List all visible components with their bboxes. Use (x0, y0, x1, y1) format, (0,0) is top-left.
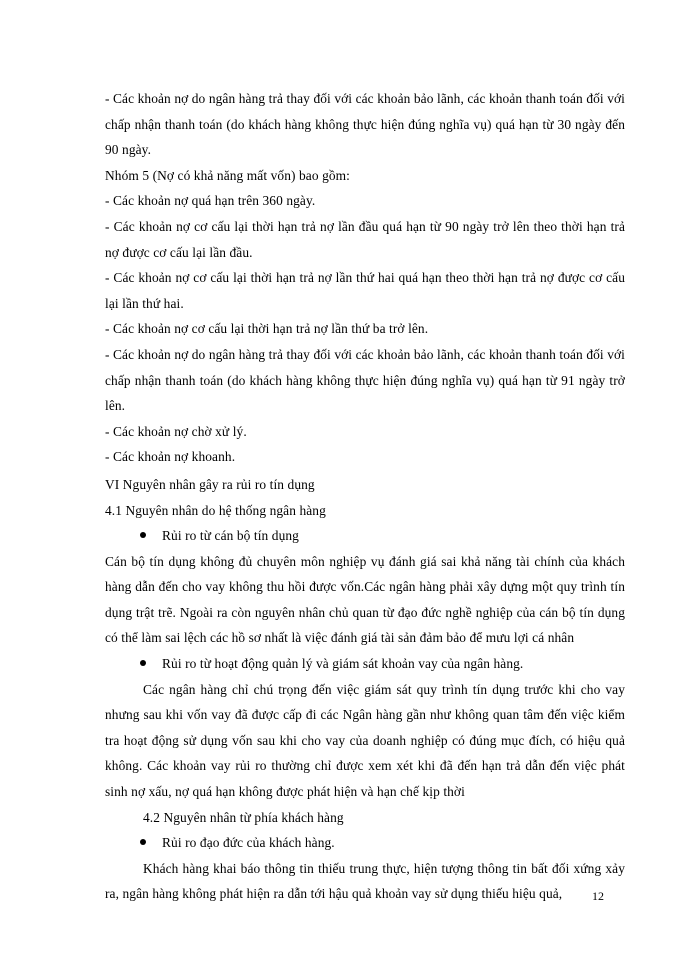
bullet-dot-icon (140, 839, 146, 845)
paragraph-giam-sat-khoan-vay: Các ngân hàng chỉ chú trọng đến việc giám sát quy trình tín dụng trước khi cho vay nhưng sau khi vốn vay đã được cấp đi các Ngân hàng gần như không quan tâm đến việc kiểm tra hoạt động sử dụng vốn sau khi cho vay của doanh nghiệp có đúng mục đích, có hiệu quả không. Các khoản vay rủi ro thường chỉ được xem xét khi đã đến hạn trả dẫn đến việc phát sinh nợ xấu, nợ quá hạn không được phát hiện và hạn chế kịp thời (105, 681, 625, 800)
paragraph-nhom4-last-item: - Các khoản nợ do ngân hàng trả thay đối với các khoản bảo lãnh, các khoản thanh toán đối với chấp nhận thanh toán (do khách hàng không thực hiện đúng nghĩa vụ) quá hạn từ 30 ngày đến 90 ngày. (105, 91, 625, 158)
paragraph-nhom5-item-1: - Các khoản nợ quá hạn trên 360 ngày. (105, 193, 316, 209)
bullet-item-2-text: Rủi ro từ hoạt động quản lý và giám sát khoản vay của ngân hàng. (162, 656, 524, 672)
paragraph-can-bo-tin-dung: Cán bộ tín dụng không đủ chuyên môn nghiệp vụ đánh giá sai khả năng tài chính của khách hàng dẫn đến cho vay không thu hồi được vốn.Các ngân hàng phải xây dựng một quy trình tín dụng trật trẽ. Ngoài ra còn nguyên nhân chủ quan từ đạo đức nghề nghiệp của cán bộ tín dụng có thể làm sai lệch các hồ sơ nhất là việc đánh giá tài sản đảm bảo để mưu lợi cá nhân (105, 553, 625, 646)
paragraph-nhom5-title: Nhóm 5 (Nợ có khả năng mất vốn) bao gồm: (105, 167, 350, 183)
paragraph-nhom5-item-2: - Các khoản nợ cơ cấu lại thời hạn trả nợ lần đầu quá hạn từ 90 ngày trở lên theo thời hạn trả nợ được cơ cấu lại lần đầu. (105, 218, 625, 260)
bullet-dot-icon (140, 532, 146, 538)
section-heading-4-1: 4.1 Nguyên nhân do hệ thống ngân hàng (105, 502, 326, 518)
bullet-item-1 (105, 523, 625, 549)
bullet-item-2 (105, 651, 625, 677)
document-page (105, 86, 625, 907)
section-heading-vi: VI Nguyên nhân gây ra rủi ro tín dụng (105, 476, 315, 492)
bullet-dot-icon (140, 660, 146, 666)
paragraph-nhom5-item-6: - Các khoản nợ chờ xử lý. (105, 423, 247, 439)
paragraph-nhom5-item-7: - Các khoản nợ khoanh. (105, 449, 236, 465)
paragraph-khach-hang: Khách hàng khai báo thông tin thiếu trung thực, hiện tượng thông tin bất đối xứng xảy ra, ngân hàng không phát hiện ra dẫn tới hậu quả khoản vay sử dụng thiếu hiệu quả, (105, 860, 625, 902)
paragraph-nhom5-item-4: - Các khoản nợ cơ cấu lại thời hạn trả nợ lần thứ ba trở lên. (105, 321, 429, 337)
bullet-item-3 (105, 830, 625, 856)
bullet-item-3-text: Rủi ro đạo đức của khách hàng. (162, 835, 335, 851)
bullet-item-1-text: Rủi ro từ cán bộ tín dụng (162, 528, 299, 544)
section-heading-4-2: 4.2 Nguyên nhân từ phía khách hàng (143, 809, 344, 825)
paragraph-nhom5-item-3: - Các khoản nợ cơ cấu lại thời hạn trả nợ lần thứ hai quá hạn theo thời hạn trả nợ được cơ cấu lại lần thứ hai. (105, 270, 625, 311)
paragraph-nhom5-item-5: - Các khoản nợ do ngân hàng trả thay đối với các khoản bảo lãnh, các khoản thanh toán đối với chấp nhận thanh toán (do khách hàng không thực hiện đúng nghĩa vụ) quá hạn từ 91 ngày trở lên. (105, 346, 625, 414)
page-number: 12 (592, 889, 604, 903)
